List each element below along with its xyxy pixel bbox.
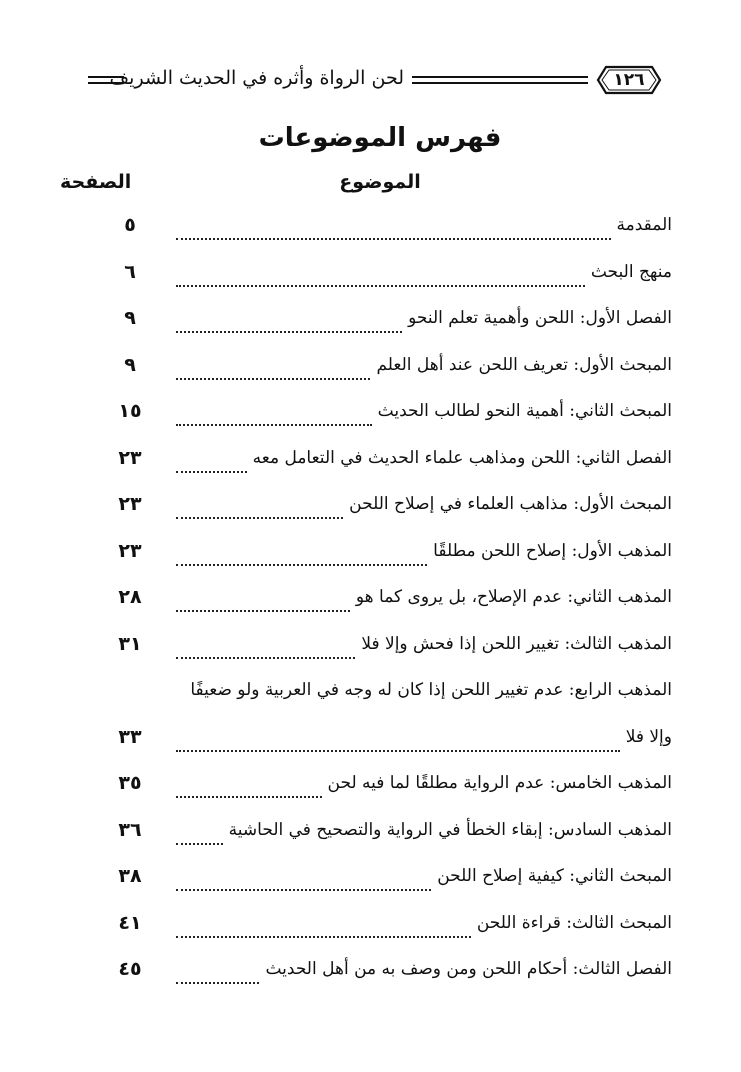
toc-entry-page: ١٥ — [118, 400, 142, 422]
toc-entry-page: ٣٥ — [118, 772, 142, 794]
header-rule-right-top — [412, 76, 588, 78]
dot-leader — [176, 914, 471, 938]
toc-entry[interactable] — [90, 811, 672, 858]
toc-entry[interactable] — [90, 439, 672, 486]
toc-entry-title: الفصل الأول: اللحن وأهمية تعلم النحو — [408, 308, 672, 328]
toc-entry-title: منهج البحث — [590, 261, 672, 282]
toc-entry[interactable] — [90, 904, 672, 951]
toc-entry-page: ٩ — [124, 307, 136, 329]
toc-entry[interactable] — [90, 299, 672, 346]
toc-entry-title: المبحث الثاني: كيفية إصلاح اللحن — [437, 866, 672, 886]
toc-entry-page: ٦ — [124, 260, 136, 283]
toc-entry-page: ٢٣ — [118, 493, 142, 515]
toc-entry-title: المذهب الأول: إصلاح اللحن مطلقًا — [433, 540, 672, 561]
toc-entry[interactable] — [90, 857, 672, 904]
dot-leader — [176, 821, 223, 845]
dot-leader — [176, 960, 259, 984]
toc-entry-title: المبحث الأول: تعريف اللحن عند أهل العلم — [376, 354, 672, 375]
toc-entry[interactable] — [90, 206, 672, 253]
toc-entry-wrapped-first-line[interactable] — [90, 671, 672, 718]
toc-entry-page: ٤١ — [118, 911, 142, 934]
page-number-badge — [596, 64, 662, 96]
toc-entry[interactable] — [90, 578, 672, 625]
toc-entry[interactable] — [90, 532, 672, 579]
dot-leader — [176, 309, 402, 333]
toc-entry[interactable] — [90, 346, 672, 393]
toc-entry-title: وإلا فلا — [625, 726, 672, 747]
toc-entry-title: المذهب الثالث: تغيير اللحن إذا فحش وإلا فلا — [361, 633, 672, 654]
toc-entry[interactable] — [90, 625, 672, 672]
dot-leader — [176, 216, 611, 240]
toc-entry[interactable] — [90, 950, 672, 997]
toc-entry-title: المبحث الأول: مذاهب العلماء في إصلاح اللحن — [349, 494, 672, 514]
toc-entry-page: ٤٥ — [118, 958, 142, 980]
toc-entry-page: ٣١ — [118, 632, 142, 655]
toc-title: فهرس الموضوعات — [258, 123, 502, 153]
toc-entry-page: ٣٦ — [118, 818, 142, 841]
toc-entry-page: ٢٣ — [118, 446, 142, 469]
toc-entry-page: ٢٣ — [118, 539, 142, 562]
toc-entry-page: ٣٨ — [118, 865, 142, 887]
page-number: ١٢٦ — [613, 70, 645, 90]
toc-entry-title: المقدمة — [616, 215, 672, 235]
running-header — [88, 64, 668, 100]
header-rule-right-bottom — [412, 82, 588, 84]
toc-entry-page: ٢٨ — [118, 586, 142, 608]
dot-leader — [176, 774, 322, 798]
toc-entry[interactable] — [90, 392, 672, 439]
toc-entry-title: المبحث الثالث: قراءة اللحن — [476, 912, 672, 933]
toc-entry-page: ٣٣ — [118, 725, 142, 748]
dot-leader — [176, 867, 431, 891]
running-title: لحن الرواة وأثره في الحديث الشريف — [109, 67, 404, 89]
toc-entry-title: المذهب السادس: إبقاء الخطأ في الرواية والتصحيح في الحاشية — [228, 819, 672, 840]
toc-entry-title: المذهب الثاني: عدم الإصلاح، بل يروى كما هو — [355, 587, 672, 607]
toc-entry-title: المذهب الرابع: عدم تغيير اللحن إذا كان له وجه في العربية ولو ضعيفًا — [190, 680, 672, 700]
toc-entry[interactable] — [90, 485, 672, 532]
toc-entry[interactable] — [90, 718, 672, 765]
dot-leader — [176, 449, 247, 473]
dot-leader — [176, 495, 343, 519]
toc-entry[interactable] — [90, 253, 672, 300]
toc-entry[interactable] — [90, 764, 672, 811]
toc-entry-title: المبحث الثاني: أهمية النحو لطالب الحديث — [377, 401, 672, 421]
page-column-heading: الصفحة — [60, 171, 132, 193]
toc-entry-title: الفصل الثالث: أحكام اللحن ومن وصف به من أهل الحديث — [265, 959, 672, 979]
toc-entry-title: الفصل الثاني: اللحن ومذاهب علماء الحديث في التعامل معه — [252, 447, 672, 468]
toc-entry-page: ٥ — [124, 214, 136, 236]
dot-leader — [176, 263, 585, 287]
topic-column-heading: الموضوع — [339, 171, 421, 193]
dot-leader — [176, 728, 620, 752]
dot-leader — [176, 402, 372, 426]
dot-leader — [176, 356, 370, 380]
dot-leader — [176, 542, 427, 566]
toc-entry-list — [90, 206, 672, 997]
dot-leader — [176, 588, 350, 612]
toc-entry-page: ٩ — [124, 353, 136, 376]
toc-entry-title: المذهب الخامس: عدم الرواية مطلقًا لما فيه لحن — [327, 773, 672, 793]
dot-leader — [176, 635, 355, 659]
